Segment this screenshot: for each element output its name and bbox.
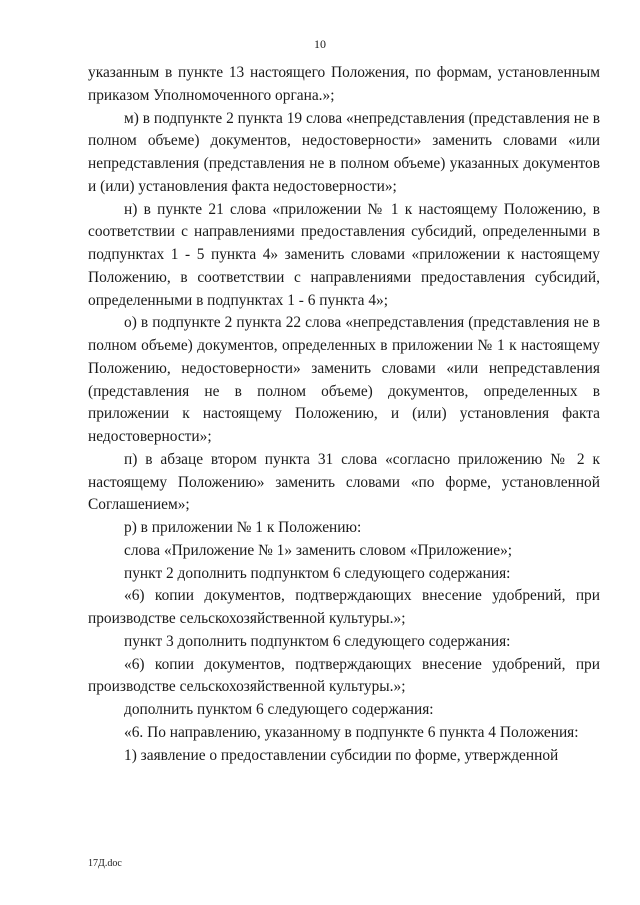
paragraph-item-m: м) в подпункте 2 пункта 19 слова «непредставления (представления не в полном объеме) документов, недостоверности» заменить словами «или непредставления (представления не в полном объеме) указанных документов и (или) установления факта недостоверности»; [88, 109, 600, 195]
paragraph-item-p: п) в абзаце втором пункта 31 слова «согласно приложению № 2 к настоящему Положению» заменить словами «по форме, установленной Соглашением»; [88, 450, 600, 514]
paragraph-rename-appendix: слова «Приложение № 1» заменить словом «Приложение»; [124, 541, 513, 559]
paragraph-point-6-item-1: 1) заявление о предоставлении субсидии по форме, утвержденной [124, 746, 559, 764]
paragraph-point-2-intro: пункт 2 дополнить подпунктом 6 следующего содержания: [124, 564, 511, 582]
paragraph-point-2-subitem-6: «6) копии документов, подтверждающих внесение удобрений, при производстве сельскохозяйственной культуры.»; [88, 587, 600, 627]
paragraph-point-3-subitem-6: «6) копии документов, подтверждающих внесение удобрений, при производстве сельскохозяйственной культуры.»; [88, 655, 600, 696]
file-name-footer: 17Д.doc [88, 858, 122, 869]
paragraph-point-6: «6. По направлению, указанному в подпункте 6 пункта 4 Положения: [124, 723, 579, 741]
paragraph-point-3-intro: пункт 3 дополнить подпунктом 6 следующего содержания: [124, 632, 511, 650]
paragraph-item-o: о) в подпункте 2 пункта 22 слова «непредставления (представления не в полном объеме) документов, определенных в приложении № 1 к настоящему Положению, недостоверности» заменить словами «или непредставления (представления не в полном объеме) документов, определенных в приложении к настоящему Положению, и (или) установления факта недостоверности»; [88, 314, 600, 445]
paragraph-item-n: н) в пункте 21 слова «приложении № 1 к настоящему Положению, в соответствии с направлениями предоставления субсидий, определенными в подпунктах 1 - 5 пункта 4» заменить словами «приложении к настоящему Положению, в соответствии с направлениями предоставления субсидий, определенными в подпунктах 1 - 6 пункта 4»; [88, 200, 600, 309]
paragraph-continuation: указанным в пункте 13 настоящего Положения, по формам, установленным приказом Уполномоченного органа.»; [88, 64, 600, 104]
paragraph-add-point-6-intro: дополнить пунктом 6 следующего содержания: [124, 701, 434, 718]
document-body [88, 62, 600, 767]
paragraph-item-r: р) в приложении № 1 к Положению: [124, 519, 362, 536]
page-number: 10 [314, 37, 326, 51]
